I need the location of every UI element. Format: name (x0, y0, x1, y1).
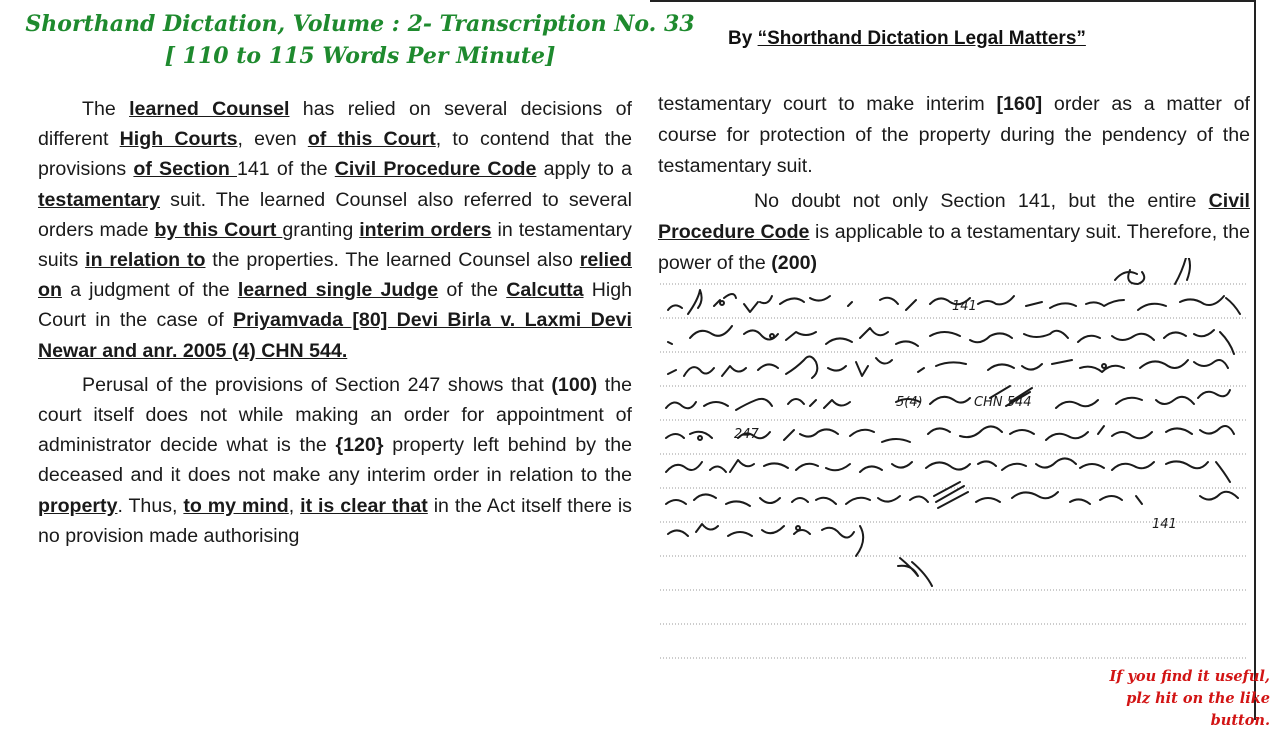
underlined-term: property (38, 494, 118, 517)
shorthand-dot (698, 436, 702, 440)
paragraph-1 (38, 94, 632, 366)
underlined-term: Civil Procedure Code (334, 158, 537, 181)
left-column-text (38, 94, 632, 551)
page-top-border (650, 0, 1256, 2)
shorthand-stroke (1115, 258, 1190, 284)
word-count-marker: {120} (335, 434, 384, 457)
shorthand-outlines (660, 258, 1250, 598)
text-run: in testamentary suits (38, 218, 632, 272)
byline-prefix: By (728, 28, 758, 49)
text-run: High Court in the case of (38, 279, 632, 332)
text-run: of the (438, 279, 507, 302)
underlined-term: interim orders (359, 218, 492, 241)
text-run: testamentary court to make interim (658, 93, 997, 115)
shorthand-stroke (668, 356, 1228, 378)
text-run: granting (282, 218, 360, 241)
word-count-marker: [160] (996, 93, 1043, 115)
text-run: , even (237, 128, 308, 151)
text-run: order as a matter of course for protection of the property during the pendency of the testamentary suit. (658, 93, 1250, 177)
shorthand-stroke (666, 458, 1230, 482)
text-run: the properties. The learned Counsel also (205, 249, 580, 272)
title-line-1: Shorthand Dictation, Volume : 2- Transcription No. 33 (25, 11, 695, 37)
shorthand-dot (1102, 364, 1106, 368)
underlined-term: of Section (133, 158, 237, 181)
shorthand-stroke (666, 386, 1230, 410)
shorthand-stroke (668, 524, 932, 586)
word-count-marker: (200) (771, 252, 818, 274)
text-run: the court itself does not while making an order for appointment of administrator decide what is the (38, 373, 632, 457)
shorthand-dot (720, 301, 724, 305)
text-run: . Thus, (117, 494, 184, 517)
shorthand-stroke (668, 326, 1234, 354)
text-run: , (288, 494, 301, 517)
underlined-term: relied on (38, 249, 632, 302)
shorthand-numeral: 247 (734, 427, 759, 442)
underlined-term: of this Court (307, 128, 436, 151)
underlined-term: in relation to (85, 249, 206, 272)
byline-name: “Shorthand Dictation Legal Matters” (757, 28, 1086, 49)
word-count-marker: (100) (551, 373, 598, 396)
underlined-term: by this Court (154, 218, 283, 241)
right-column-text (658, 89, 1250, 279)
text-run: has relied on several decisions of different (38, 98, 632, 151)
shorthand-stroke (666, 482, 1238, 508)
text-run: suit. The learned Counsel also referred to several orders made (38, 188, 632, 241)
shorthand-dot (796, 526, 800, 530)
underlined-term: learned single Judge (237, 279, 439, 302)
note-line-2: plz hit on the like button. (1126, 690, 1270, 729)
underlined-term: to my mind (183, 494, 289, 517)
shorthand-dot (770, 334, 774, 338)
byline (728, 28, 1086, 50)
title-line-2: [ 110 to 115 Words Per Minute] (164, 43, 556, 69)
case-citation: Priyamvada [80] Devi Birla v. Laxmi Devi Newar and anr. 2005 (4) CHN 544. (38, 309, 632, 362)
text-run: Perusal of the provisions of Section 247 shows that (82, 373, 552, 396)
like-reminder-note (1070, 666, 1270, 732)
text-run: No doubt not only Section 141, but the entire (754, 190, 1209, 212)
text-run: apply to a (536, 158, 632, 181)
text-run: property left behind by the deceased and it does not make any interim order in relation to the (38, 434, 632, 487)
text-run: in the Act itself there is no provision made authorising (38, 494, 632, 547)
note-line-1: If you find it useful, (1109, 668, 1270, 685)
underlined-term: learned Counsel (129, 98, 290, 120)
text-run: , to contend that the provisions (38, 128, 632, 181)
shorthand-numeral: 5(4) (896, 395, 923, 410)
text-run: 141 of the (237, 158, 335, 181)
underlined-term: High Courts (119, 128, 238, 151)
underlined-term: it is clear that (300, 494, 428, 517)
underlined-term: testamentary (38, 188, 160, 211)
shorthand-numeral: CHN 544 (974, 395, 1032, 410)
shorthand-numeral: 141 (1152, 517, 1177, 532)
text-run: The (82, 98, 130, 120)
shorthand-numeral: 141 (952, 299, 977, 314)
text-run: a judgment of the (61, 279, 238, 302)
page-right-border (1254, 0, 1256, 720)
paragraph-3 (658, 89, 1250, 182)
underlined-term: Civil Procedure Code (658, 190, 1250, 243)
page-title (20, 8, 700, 72)
underlined-term: Calcutta (506, 279, 584, 302)
text-run: is applicable to a testamentary suit. Therefore, the power of the (658, 221, 1250, 274)
paragraph-2 (38, 370, 632, 551)
